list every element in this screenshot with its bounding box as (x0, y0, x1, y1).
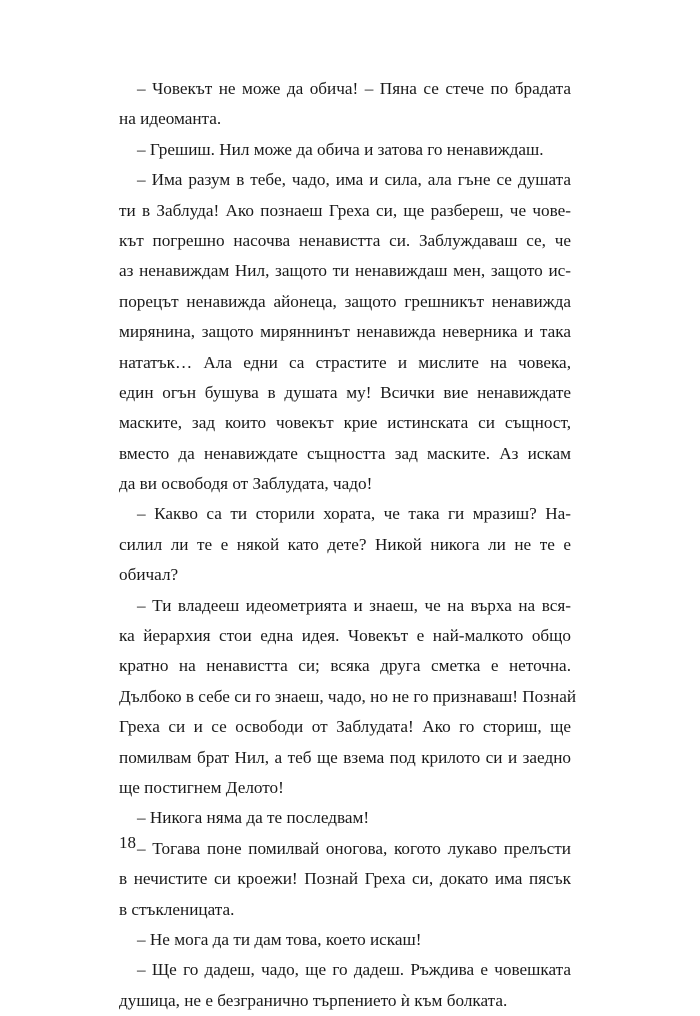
text-line: – Тогава поне помилвай оногова, когото лукаво прелъсти (137, 838, 571, 858)
text-line: да ви освободя от Заблудата, чадо! (119, 474, 373, 494)
text-line: помилвам брат Нил, а теб ще взема под крилото си и заедно (119, 747, 571, 767)
text-line: вместо да ненавиждате същността зад маските. Аз искам (119, 443, 571, 463)
text-line: маските, зад които човекът крие истинската си същност, (119, 413, 571, 433)
text-line: – Има разум в тебе, чадо, има и сила, ала гъне се душата (137, 170, 571, 190)
text-line: нататък… Ала едни са страстите и мислите на човека, (119, 352, 571, 372)
text-line: ти в Заблуда! Ако познаеш Греха си, ще разбереш, че чове- (119, 200, 571, 220)
text-line: – Ти владееш идеометрията и знаеш, че на върха на вся- (137, 595, 571, 615)
text-line: – Човекът не може да обича! – Пяна се стече по брадата (137, 79, 571, 98)
text-line: порецът ненавижда айонеца, защото грешникът ненавижда (119, 291, 571, 311)
text-line: Греха си и се освободи от Заблудата! Ако го сториш, ще (119, 717, 571, 737)
text-line: един огън бушува в душата му! Всички вие ненавиждате (119, 382, 571, 402)
text-line: кратно на ненавистта си; всяка друга сметка е неточна. (119, 656, 571, 676)
text-line: – Никога няма да те последвам! (137, 808, 370, 828)
body-text (119, 74, 577, 1016)
text-line: душица, не е безгранично търпението ѝ към болката. (119, 990, 508, 1010)
text-line: в стъкленицата. (119, 899, 235, 919)
text-line: ка йерархия стои една идея. Човекът е най-малкото общо (119, 626, 571, 646)
text-line: обичал? (119, 565, 179, 585)
text-line: Дълбоко в себе си го знаеш, чадо, но не го признаваш! Познай (119, 686, 577, 706)
text-line: – Не мога да ти дам това, което искаш! (137, 929, 422, 949)
text-line: – Грешиш. Нил може да обича и затова го ненавиждаш. (137, 139, 544, 159)
text-line: мирянина, защото миряннинът ненавижда неверника и така (119, 322, 571, 342)
text-line: – Ще го дадеш, чадо, ще го дадеш. Ръждива е човешката (137, 960, 571, 980)
text-line: ще постигнем Делото! (119, 777, 284, 797)
text-line: силил ли те е някой като дете? Никой никога ли не те е (119, 534, 571, 554)
page-number: 18 (119, 833, 136, 852)
text-line: кът погрешно насочва ненавистта си. Заблуждаваш се, че (119, 230, 571, 250)
text-line: в нечистите си кроежи! Познай Греха си, докато има пясък (119, 869, 571, 889)
text-line: аз ненавиждам Нил, защото ти ненавиждаш мен, защото ис- (119, 261, 571, 281)
text-line: на идеоманта. (119, 109, 222, 129)
text-line: – Какво са ти сторили хората, че така ги мразиш? На- (137, 504, 571, 524)
